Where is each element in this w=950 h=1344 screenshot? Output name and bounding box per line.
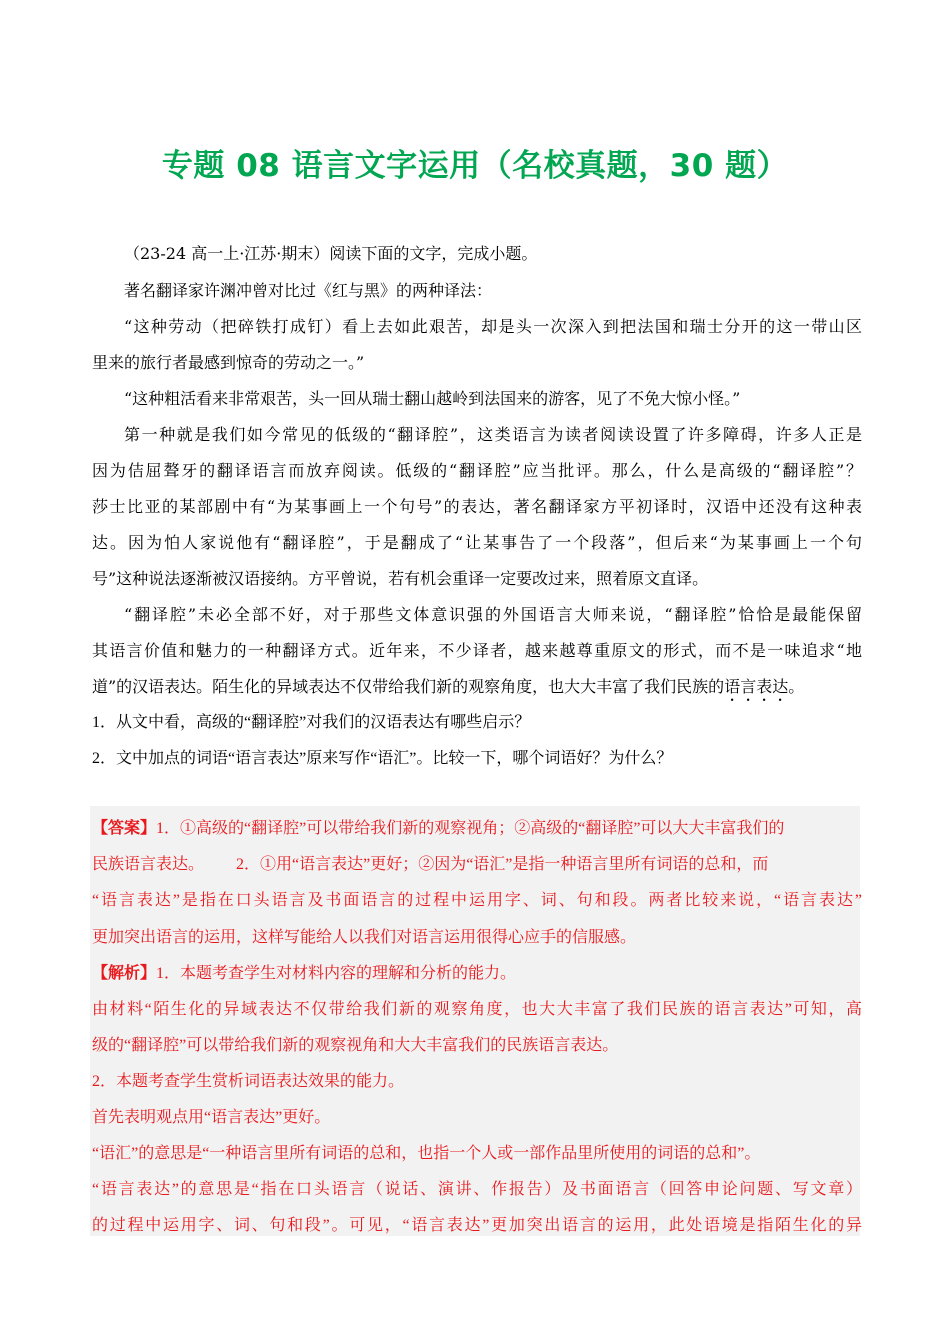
analysis-line-7: “语言表达”的意思是“指在口头语言（说话、演讲、作报告）及书面语言（回答申论问题、写文章）: [92, 1181, 862, 1198]
analysis-line-1-text: 1．本题考查学生对材料内容的理解和分析的能力。: [156, 965, 517, 982]
question-source: （23-24 高一上·江苏·期末）阅读下面的文字，完成小题。: [124, 244, 538, 263]
analysis-tag: 【解析】: [92, 965, 157, 982]
analysis-line-8: 的过程中运用字、词、句和段”。可见，“语言表达”更加突出语言的运用，此处语境是指陌生化的异: [92, 1217, 862, 1234]
analysis-line-1: [92, 963, 862, 985]
passage-line-2: “这种劳动（把碎铁打成钉）看上去如此艰苦，却是头一次深入到把法国和瑞士分开的这一带山区: [124, 317, 862, 336]
question-1: 1．从文中看，高级的“翻译腔”对我们的汉语表达有哪些启示？: [92, 714, 531, 731]
question-2: 2．文中加点的词语“语言表达”原来写作“语汇”。比较一下，哪个词语好？为什么？: [92, 750, 673, 767]
analysis-line-2: 由材料“陌生化的异域表达不仅带给我们新的观察角度，也大大丰富了我们民族的语言表达”可知，高: [92, 1001, 862, 1018]
passage-line-6: 因为佶屈聱牙的翻译语言而放弃阅读。低级的“翻译腔”应当批评。那么，什么是高级的“翻译腔”？: [92, 461, 862, 480]
passage-line-10: “翻译腔”未必全部不好，对于那些文体意识强的外国语言大师来说，“翻译腔”恰恰是最能保留: [124, 605, 862, 624]
answer-tag: 【答案】: [92, 820, 157, 837]
passage-line-1: 著名翻译家许渊冲曾对比过《红与黑》的两种译法：: [124, 281, 493, 300]
answer-line-1: [92, 818, 862, 840]
analysis-line-3: 级的“翻译腔”可以带给我们新的观察视角和大大丰富我们的民族语言表达。: [92, 1037, 619, 1054]
passage-line-12-text: 道”的汉语表达。陌生化的异域表达不仅带给我们新的观察角度，也大大丰富了我们民族的: [92, 677, 725, 696]
passage-line-7: 莎士比亚的某部剧中有“为某事画上一个句号”的表达，著名翻译家方平初译时，汉语中还没有这种表: [92, 497, 862, 516]
passage-line-3: 里来的旅行者最感到惊奇的劳动之一。”: [92, 353, 365, 372]
passage-line-12-end: 。: [788, 677, 805, 696]
analysis-line-5: 首先表明观点用“语言表达”更好。: [92, 1109, 331, 1126]
emphasized-term: 语言表达: [724, 677, 789, 696]
analysis-line-4: 2．本题考查学生赏析词语表达效果的能力。: [92, 1073, 405, 1090]
passage-line-9: 号”这种说法逐渐被汉语接纳。方平曾说，若有机会重译一定要改过来，照着原文直译。: [92, 569, 709, 588]
passage-line-11: 其语言价值和魅力的一种翻译方式。近年来，不少译者，越来越尊重原文的形式，而不是一味追求“地: [92, 641, 862, 660]
page-title: 专题 08 语言文字运用（名校真题，30 题）: [161, 148, 789, 184]
answer-line-2: 民族语言表达。 2．①用“语言表达”更好；②因为“语汇”是指一种语言里所有词语的总和，而: [92, 856, 769, 873]
analysis-line-6: “语汇”的意思是“一种语言里所有词语的总和，也指一个人或一部作品里所使用的词语的总和”。: [92, 1145, 761, 1162]
answer-line-1-text: 1．①高级的“翻译腔”可以带给我们新的观察视角；②高级的“翻译腔”可以大大丰富我们的: [156, 820, 785, 837]
passage-line-4: “这种粗活看来非常艰苦，头一回从瑞士翻山越岭到法国来的游客，见了不免大惊小怪。”: [124, 389, 741, 408]
passage-line-5: 第一种就是我们如今常见的低级的“翻译腔”，这类语言为读者阅读设置了许多障碍，许多人正是: [124, 425, 862, 444]
passage-line-8: 达。因为怕人家说他有“翻译腔”，于是翻成了“让某事告了一个段落”，但后来“为某事画上一个句: [92, 533, 862, 552]
answer-line-4: 更加突出语言的运用，这样写能给人以我们对语言运用很得心应手的信服感。: [92, 929, 637, 946]
passage-line-12: [92, 676, 862, 705]
answer-line-3: “语言表达”是指在口头语言及书面语言的过程中运用字、词、句和段。两者比较来说，“语言表达”: [92, 892, 862, 909]
